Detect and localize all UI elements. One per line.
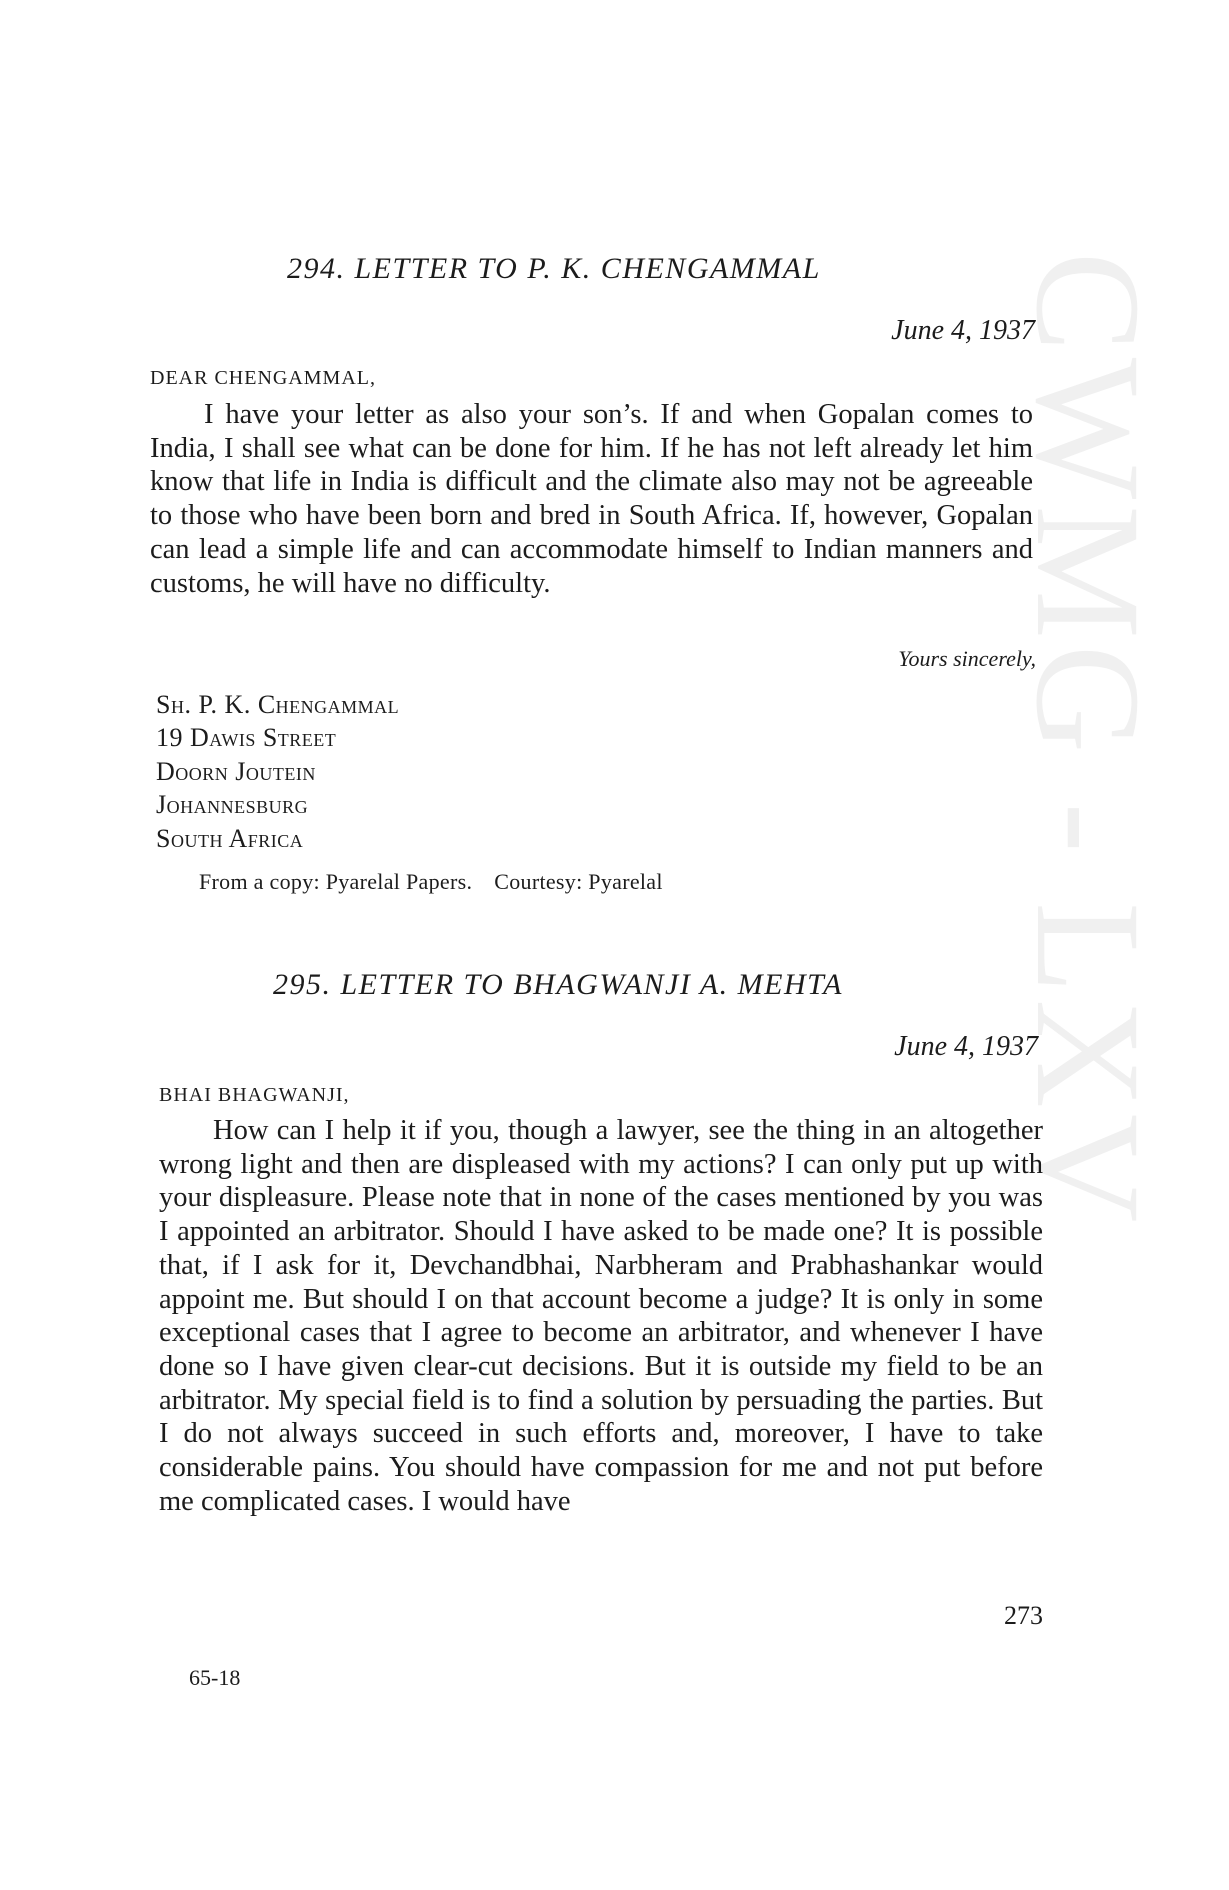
source-text: From a copy: Pyarelal Papers. — [199, 869, 473, 894]
address-line: Johannesburg — [156, 790, 309, 820]
letter-294-salutation: DEAR CHENGAMMAL, — [150, 367, 376, 389]
letter-295-title: 295. LETTER TO BHAGWANJI A. MEHTA — [273, 968, 843, 1001]
printer-signature-mark: 65-18 — [189, 1665, 241, 1690]
letter-295-paragraph: How can I help it if you, though a lawyer, see the thing in an altogether wrong light and then are displeased with my actions? I can only put up with your displeasure. Please note that in none of the cases mentioned by you was I appointed an arbitrator. Should I have asked to be made one? It is possible that, if I ask for it, Devchandbhai, Narbheram and Prabhashankar would appoint me. But should I on that account become a judge? It is only in some exceptional cases that I agree to become an arbitrator, and whenever I have done so I have given clear-cut decisions. But it is outside my field to be an arbitrator. My special field is to find a solution by persuading the parties. But I do not always succeed in such efforts and, moreover, I have to take considerable pains. You should have compassion for me and not put before me complicated cases. I would have — [159, 1115, 1043, 1517]
letter-294-closing: Yours sincerely, — [898, 646, 1036, 671]
letter-294-source-note — [199, 869, 663, 895]
letter-294-paragraph: I have your letter as also your son’s. If and when Gopalan comes to India, I shall see what can be done for him. If he has not left already let him know that life in India is difficult and the climate also may not be agreeable to those who have been born and bred in South Africa. If, however, Gopalan can lead a simple life and can accommodate himself to Indian manners and customs, he will have no difficulty. — [150, 399, 1033, 599]
letter-294-date: June 4, 1937 — [891, 315, 1035, 346]
address-line: Sh. P. K. Chengammal — [156, 690, 400, 719]
courtesy-text: Courtesy: Pyarelal — [494, 869, 663, 894]
watermark-text: CWMG - LXV — [1005, 251, 1171, 1229]
letter-295-date: June 4, 1937 — [894, 1031, 1038, 1062]
address-line: South Africa — [156, 823, 304, 853]
letter-295-salutation: BHAI BHAGWANJI, — [159, 1084, 350, 1106]
letter-294-title: 294. LETTER TO P. K. CHENGAMMAL — [287, 252, 821, 285]
address-line: Doorn Joutein — [156, 756, 316, 786]
letter-295-body — [159, 1114, 1043, 1518]
letter-294-address — [156, 688, 399, 855]
letter-294-body — [150, 398, 1033, 600]
page-number: 273 — [1004, 1601, 1043, 1630]
address-line: 19 Dawis Street — [156, 723, 337, 753]
